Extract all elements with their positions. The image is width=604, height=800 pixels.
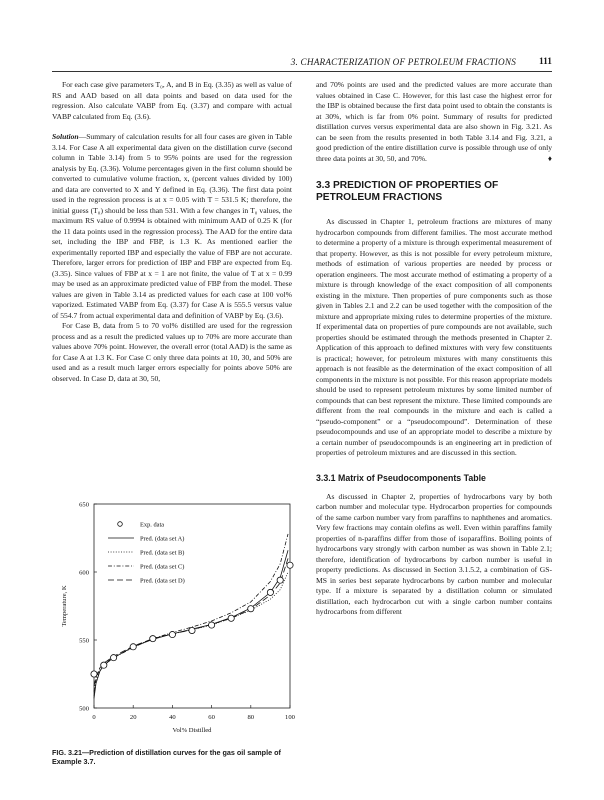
right-column: [316, 80, 552, 618]
exp-data-point: [209, 622, 215, 628]
running-title: 3. CHARACTERIZATION OF PETROLEUM FRACTIONS: [290, 57, 516, 67]
x-tick-label: 40: [169, 714, 176, 721]
figure-caption: FIG. 3.21—Prediction of distillation curves for the gas oil sample of Example 3.7.: [52, 748, 281, 767]
chart-legend: [108, 521, 185, 584]
legend-label: Pred. (data set D): [140, 577, 185, 585]
series-line-3: [94, 534, 288, 692]
case-d-paragraph: [316, 80, 552, 164]
plot-frame: [94, 504, 290, 708]
section-title: 3.3 PREDICTION OF PROPERTIES OF PETROLEUM FRACTIONS: [316, 180, 499, 203]
x-tick-label: 60: [208, 714, 215, 721]
y-tick-label: 550: [79, 637, 89, 645]
legend-label: Pred. (data set B): [140, 549, 185, 557]
end-of-example-icon: ♦: [547, 153, 552, 163]
page-number: 111: [538, 57, 552, 67]
solution-text: —Summary of calculation results for all four cases are given in Table 3.14. For Case A all experimental data given on the distillation curve (second column in Table 3.14) from 5 to 95% points are used for the regression analysis by Eq. (3.36). Volume percentages given in the first column should be converted to cumulative volume fraction, x, (percent values divided by 100) and data are converted to X and Y defined in Eq. (3.36). The first data point used in the regression process is at x = 0.05 with T = 531.5 K; therefore, the initial guess (T₀) should be less than 531. With a few changes in T₀ values, the maximum RS value of 0.9994 is obtained with minimum AAD of 0.25 K (for the 11 data points used in the regression process). The AAD for the entire data set, including the IBP and FBP, is 1.3 K. As mentioned earlier the experimentally reported IBP and especially the value of FBP are not accurate. Therefore, larger errors for prediction of IBP and FBP are expected from Eq. (3.35). Since values of FBP at x = 1 are not finite, the value of T at x = 0.99 may be used as an approximate predicted value of FBP from the model. These values are given in Table 3.14 as predicted values for each case at 100 vol% vaporized. Estimated VABP from Eq. (3.37) for Case A is 555.5 versus value of 554.7 from actual experimental data and definition of VABP by Eq. (3.6).: [52, 132, 292, 320]
page-header: [52, 57, 552, 72]
y-tick-label: 650: [79, 501, 89, 509]
exp-data-point: [189, 627, 195, 633]
series-line-2: [94, 572, 288, 696]
example-statement: For each case give parameters T₀, A, and B in Eq. (3.35) as well as value of RS and AAD based on all data points and based on data used for the regression. Also calculate VABP from Eq. (3.37) and compare with actual VABP calculated from Eq. (3.6).: [52, 80, 292, 121]
exp-data-point: [277, 577, 283, 583]
section-intro-paragraph: As discussed in Chapter 1, petroleum fractions are mixtures of many hydrocarbon compounds from different families. The most accurate method to determine a property of a mixture is through experimental measurement of that property. However, as this is not possible for every petroleum mixture, methods of estimation of various properties are needed by process or operation engineers. The most accurate method of estimating a property of a mixture is through knowledge of the exact composition of all components existing in the mixture. Then properties of pure components such as those given in Tables 2.1 and 2.2 can be used together with the composition of the mixture and appropriate mixing rules to determine properties of the mixture. If experimental data on properties of pure compounds are not available, such properties should be estimated through the methods presented in Chapter 2. Application of this approach to defined mixtures with very few constituents is practical; however, for petroleum mixtures with many constituents this approach is not feasible as the determination of the exact composition of all components in the mixture is not possible. For this reason appropriate models should be used to represent petroleum mixtures by some limited number of compounds that can best represent the mixture. These limited compounds are different from the real compounds in the mixture and each is called a “pseudo-component” or a “pseudocompound”. Determination of these pseudocompounds and use of an appropriate model to describe a mixture by a certain number of pseudocompounds is an engineering art in prediction of properties of petroleum mixtures and are discussed in this section.: [316, 217, 552, 457]
axis-ticks: [79, 501, 296, 721]
solution-label: Solution: [52, 132, 79, 141]
prediction-lines: [94, 534, 288, 699]
distillation-chart: [52, 496, 302, 736]
x-tick-label: 80: [247, 714, 255, 721]
x-tick-label: 20: [129, 714, 137, 721]
series-line-4: [94, 558, 288, 686]
subsection-paragraph: As discussed in Chapter 2, properties of hydrocarbons vary by both carbon number and molecular type. Hydrocarbon properties for compounds of the same carbon number vary from paraffins to naphthenes and aromatics. Very few fractions may contain olefins as well. Even within paraffins family properties of n-paraffins differ from those of isoparaffins. Boiling points of hydrocarbons vary strongly with carbon number as was shown in Table 2.1; therefore, identification of hydrocarbons by carbon number is useful in property predictions. As discussed in Section 3.1.5.2, a combination of GS-MS in series best separate hydrocarbons by carbon number and molecular type. If a mixture is separated by a distillation column or simulated distillation, each hydrocarbon cut with a single carbon number contains hydrocarbons from different: [316, 491, 552, 616]
case-d-text: and 70% points are used and the predicted values are more accurate than values obtained in Case C. However, for this last case the highest error for the IBP is obtained because the first data point used to obtain the constants is at 30%, which is far from 0% point. Summary of results for predicted distillation curves versus experimental data are also shown in Fig. 3.21. As can be seen from the results presented in both Table 3.14 and Fig. 3.21, a good prediction of the entire distillation curve is possible through use of only three data points at 30, 50, and 70%.: [316, 80, 552, 163]
legend-marker-exp: [118, 522, 123, 527]
subsection-title: 3.3.1 Matrix of Pseudocomponents Table: [316, 472, 486, 483]
x-axis-label: Vol% Distilled: [172, 727, 212, 734]
series-line-1: [94, 550, 288, 698]
legend-label: Pred. (data set C): [140, 563, 185, 571]
figure-3-21: [52, 496, 302, 736]
exp-data-point: [248, 606, 254, 612]
x-tick-label: 0: [92, 714, 96, 721]
y-axis-label: Temperature, K: [61, 585, 68, 627]
left-column: [52, 80, 292, 384]
exp-data-point: [150, 636, 156, 642]
legend-label: Exp. data: [140, 521, 165, 529]
y-tick-label: 600: [79, 569, 89, 577]
solution-paragraph: [52, 132, 292, 321]
exp-data-point: [91, 671, 97, 677]
case-b-paragraph: For Case B, data from 5 to 70 vol% distilled are used for the regression process and as a result the predicted values up to 70% are more accurate than values above 70% point. However, the overall error (total AAD) is the same as for Case A at 1.3 K. For Case C only three data points at 10, 30, and 50% are used and as a result much larger errors especially for points above 50% are observed. In Case D, data at 30, 50,: [52, 321, 292, 383]
exp-data-point: [130, 644, 136, 650]
experimental-markers: [91, 562, 293, 677]
exp-data-point: [228, 615, 234, 621]
legend-label: Pred. (data set A): [140, 535, 185, 543]
y-tick-label: 500: [79, 705, 89, 713]
exp-data-point: [101, 662, 107, 668]
x-tick-label: 100: [285, 714, 295, 721]
exp-data-point: [111, 655, 117, 661]
exp-data-point: [287, 562, 293, 568]
exp-data-point: [169, 631, 175, 637]
exp-data-point: [267, 589, 273, 595]
